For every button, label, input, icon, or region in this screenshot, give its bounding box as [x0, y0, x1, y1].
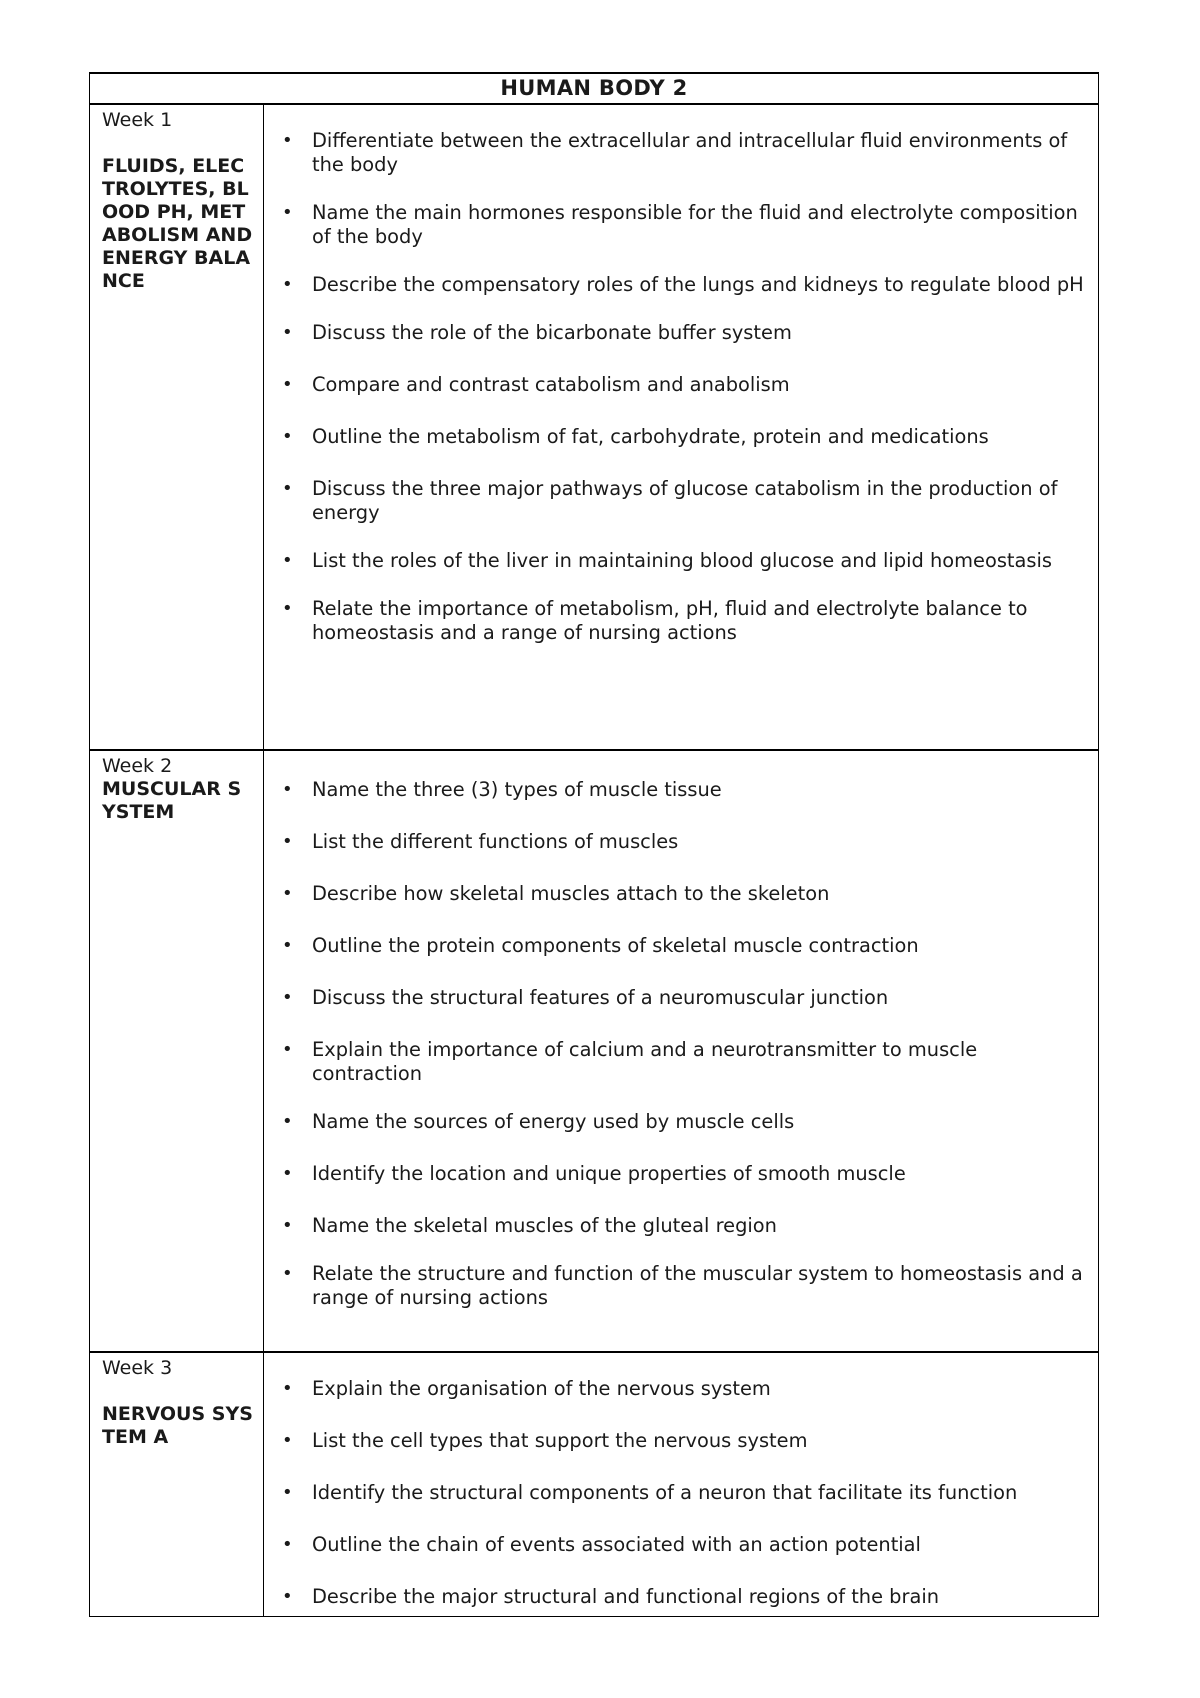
objective-list	[282, 778, 1088, 1310]
objectives-cell	[264, 750, 1099, 1352]
objective-item: • Outline the protein components of skeletal muscle contraction	[282, 934, 1088, 958]
week-cell	[90, 104, 264, 750]
objective-item: • Name the sources of energy used by muscle cells	[282, 1110, 1088, 1134]
objective-item: • Name the skeletal muscles of the gluteal region	[282, 1214, 1088, 1238]
week-cell	[90, 1352, 264, 1617]
week-topic: FLUIDS, ELECTROLYTES, BLOOD PH, METABOLISM AND ENERGY BALANCE	[102, 155, 253, 292]
objective-item: • Explain the importance of calcium and a neurotransmitter to muscle contraction	[282, 1038, 1088, 1086]
objective-item: • Name the main hormones responsible for the fluid and electrolyte composition of the body	[282, 201, 1088, 249]
objective-item: • Name the three (3) types of muscle tissue	[282, 778, 1088, 802]
objective-item: • Relate the importance of metabolism, pH, fluid and electrolyte balance to homeostasis and a range of nursing actions	[282, 597, 1088, 645]
week-topic: MUSCULAR SYSTEM	[102, 778, 242, 823]
week-label: Week 2	[102, 755, 173, 777]
objective-item: • Relate the structure and function of the muscular system to homeostasis and a range of nursing actions	[282, 1262, 1088, 1310]
objective-item: • Outline the metabolism of fat, carbohydrate, protein and medications	[282, 425, 1088, 449]
objective-item: • Discuss the three major pathways of glucose catabolism in the production of energy	[282, 477, 1088, 525]
objective-item: • Outline the chain of events associated with an action potential	[282, 1533, 1088, 1557]
week-topic: NERVOUS SYSTEM A	[102, 1403, 253, 1448]
objective-item: • Identify the structural components of a neuron that facilitate its function	[282, 1481, 1088, 1505]
week-cell	[90, 750, 264, 1352]
objective-list	[282, 129, 1088, 645]
objectives-cell	[264, 104, 1099, 750]
objective-list	[282, 1377, 1088, 1609]
objective-item: • Discuss the structural features of a neuromuscular junction	[282, 986, 1088, 1010]
objective-item: • Describe the major structural and functional regions of the brain	[282, 1585, 1088, 1609]
objective-item: • Compare and contrast catabolism and anabolism	[282, 373, 1088, 397]
week-row	[90, 750, 1099, 1352]
objective-item: • Discuss the role of the bicarbonate buffer system	[282, 321, 1088, 345]
objective-item: • List the cell types that support the nervous system	[282, 1429, 1088, 1453]
objective-item: • Differentiate between the extracellular and intracellular fluid environments of the body	[282, 129, 1088, 177]
objective-item: • List the different functions of muscles	[282, 830, 1088, 854]
week-row	[90, 1352, 1099, 1617]
objective-item: • Explain the organisation of the nervous system	[282, 1377, 1088, 1401]
document-title: HUMAN BODY 2	[90, 73, 1099, 104]
week-label: Week 3	[102, 1357, 173, 1379]
objective-item: • List the roles of the liver in maintaining blood glucose and lipid homeostasis	[282, 549, 1088, 573]
objective-item: • Describe the compensatory roles of the lungs and kidneys to regulate blood pH	[282, 273, 1088, 297]
week-label: Week 1	[102, 109, 173, 131]
syllabus-table	[89, 72, 1099, 1617]
week-row	[90, 104, 1099, 750]
objectives-cell	[264, 1352, 1099, 1617]
objective-item: • Identify the location and unique properties of smooth muscle	[282, 1162, 1088, 1186]
objective-item: • Describe how skeletal muscles attach to the skeleton	[282, 882, 1088, 906]
